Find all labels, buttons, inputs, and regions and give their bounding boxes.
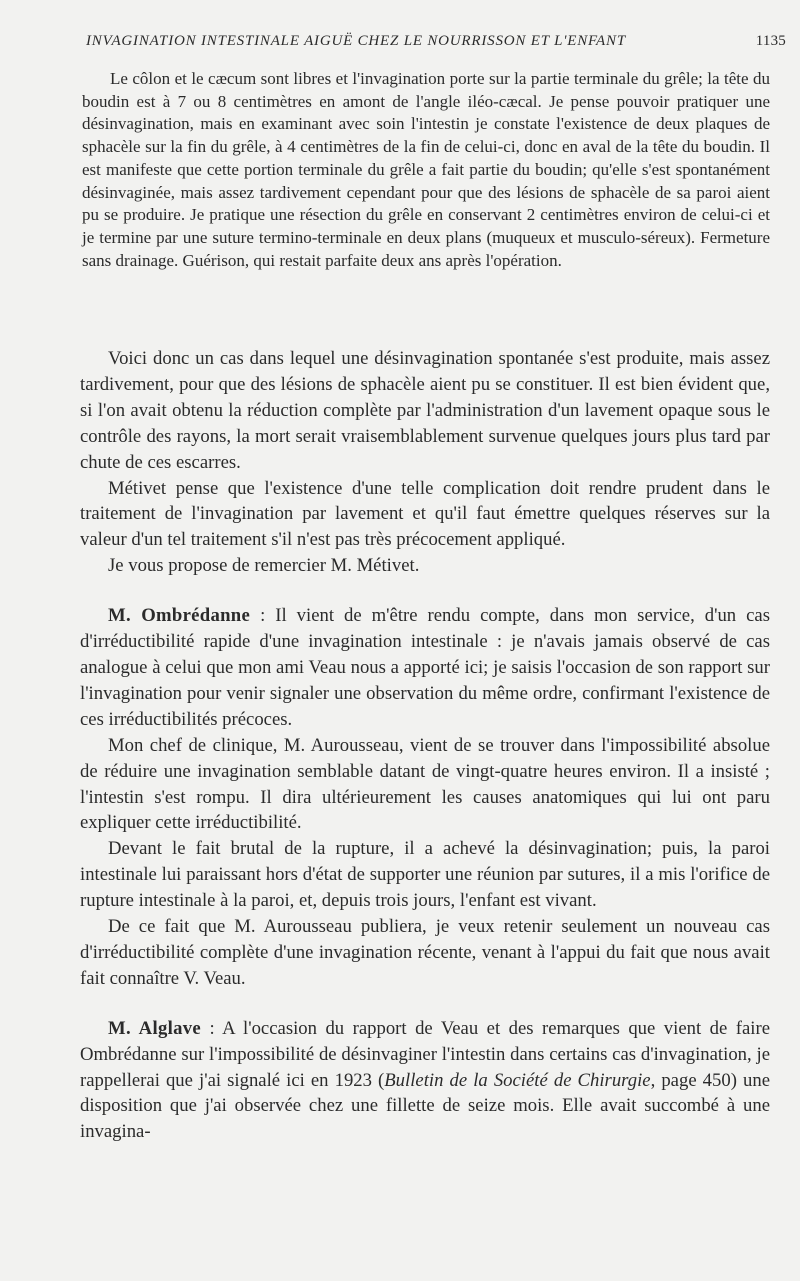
case-report-paragraph: Le côlon et le cæcum sont libres et l'invagination porte sur la partie terminale du grêle; la tête du boudin est à 7 ou 8 centimètres en amont de l'angle iléo-cæcal. Je pense pouvoir pratiquer une désinvagination, mais en examinant avec soin l'intestin je constate l'existence de deux plaques de sphacèle sur la fin du grêle, à 4 centimètres de la fin de celui-ci, donc en aval de la tête du boudin. Il est manifeste que cette portion terminale du grêle a fait partie du boudin; qu'elle s'est spontanément désinvaginée, mais assez tardivement cependant pour que des lésions de sphacèle de sa paroi aient pu se produire. Je pratique une résection du grêle en conservant 2 centimètres environ de celui-ci et je termine par une suture termino-terminale en deux plans (muqueux et musculo-séreux). Fermeture sans drainage. Guérison, qui restait parfaite deux ans après l'opération. (82, 69, 770, 270)
discussion-paragraph-1: Voici donc un cas dans lequel une désinvagination spontanée s'est produite, mais assez tardivement, pour que des lésions de sphacèle aient pu se constituer. Il est bien évident que, si l'on avait obtenu la réduction complète par l'administration d'un lavement opaque sous le contrôle des rayons, la mort serait vraisemblablement survenue quelques jours plus tard par chute de ces escarres. (80, 348, 770, 473)
ombredanne-paragraph-4: De ce fait que M. Aurousseau publiera, je veux retenir seulement un nouveau cas d'irréductibilité complète d'une invagination récente, venant à l'appui du fait que nous avait fait connaître V. Veau. (80, 916, 770, 989)
ombredanne-paragraph-1-text: : Il vient de m'être rendu compte, dans mon service, d'un cas d'irréductibilité rapide d'une invagination intestinale : je n'avais jamais observé de cas analogue à celui que mon ami Veau nous a apporté ici; je saisis l'occasion de son rapport sur l'invagination pour venir signaler une observation du même ordre, confirmant l'existence de ces irréductibilités précoces. (80, 605, 770, 730)
discussion-paragraph-3: Je vous propose de remercier M. Métivet. (108, 555, 420, 577)
section-gap (80, 579, 770, 603)
main-text (80, 346, 770, 1145)
section-gap (80, 992, 770, 1016)
page-number: 1135 (755, 33, 786, 49)
running-head (86, 33, 786, 50)
alglave-paragraph (80, 1016, 770, 1146)
journal-title: Bulletin de la Société de Chirurgie (384, 1069, 651, 1091)
discussion-paragraph-2: Métivet pense que l'existence d'une telle complication doit rendre prudent dans le traitement de l'invagination par lavement et qu'il faut émettre quelques réserves sur la valeur d'un tel traitement s'il n'est pas très précocement appliqué. (80, 477, 770, 551)
ombredanne-paragraph-2: Mon chef de clinique, M. Aurousseau, vient de se trouver dans l'impossibilité absolue de réduire une invagination semblable datant de vingt-quatre heures environ. Il a insisté ; l'intestin s'est rompu. Il dira ultérieurement les causes anatomiques qui lui ont paru expliquer cette irréductibilité. (80, 734, 770, 834)
speaker-ombredanne: M. Ombrédanne (108, 605, 251, 627)
alglave-text-before: : A l'occasion du rapport de Veau et des remarques que vient de faire Ombrédanne sur l'impossibilité de désinvaginer l'intestin dans certains cas d'invagination, je rappellerai que j'ai signalé ici en 1923 ( (80, 1017, 770, 1091)
alglave-text-after: , page 450) une disposition que j'ai observée chez une fillette de seize mois. Elle avait succombé à une invagina- (80, 1069, 770, 1143)
running-title: INVAGINATION INTESTINALE AIGUË CHEZ LE NOURRISSON ET L'ENFANT (86, 33, 626, 49)
ombredanne-paragraph-1 (80, 603, 770, 733)
speaker-alglave: M. Alglave (108, 1017, 201, 1039)
ombredanne-paragraph-3: Devant le fait brutal de la rupture, il a achevé la désinvagination; puis, la paroi intestinale lui paraissant hors d'état de supporter une réunion par sutures, il a mis l'orifice de rupture intestinale à la paroi, et, depuis trois jours, l'enfant est vivant. (80, 838, 770, 912)
